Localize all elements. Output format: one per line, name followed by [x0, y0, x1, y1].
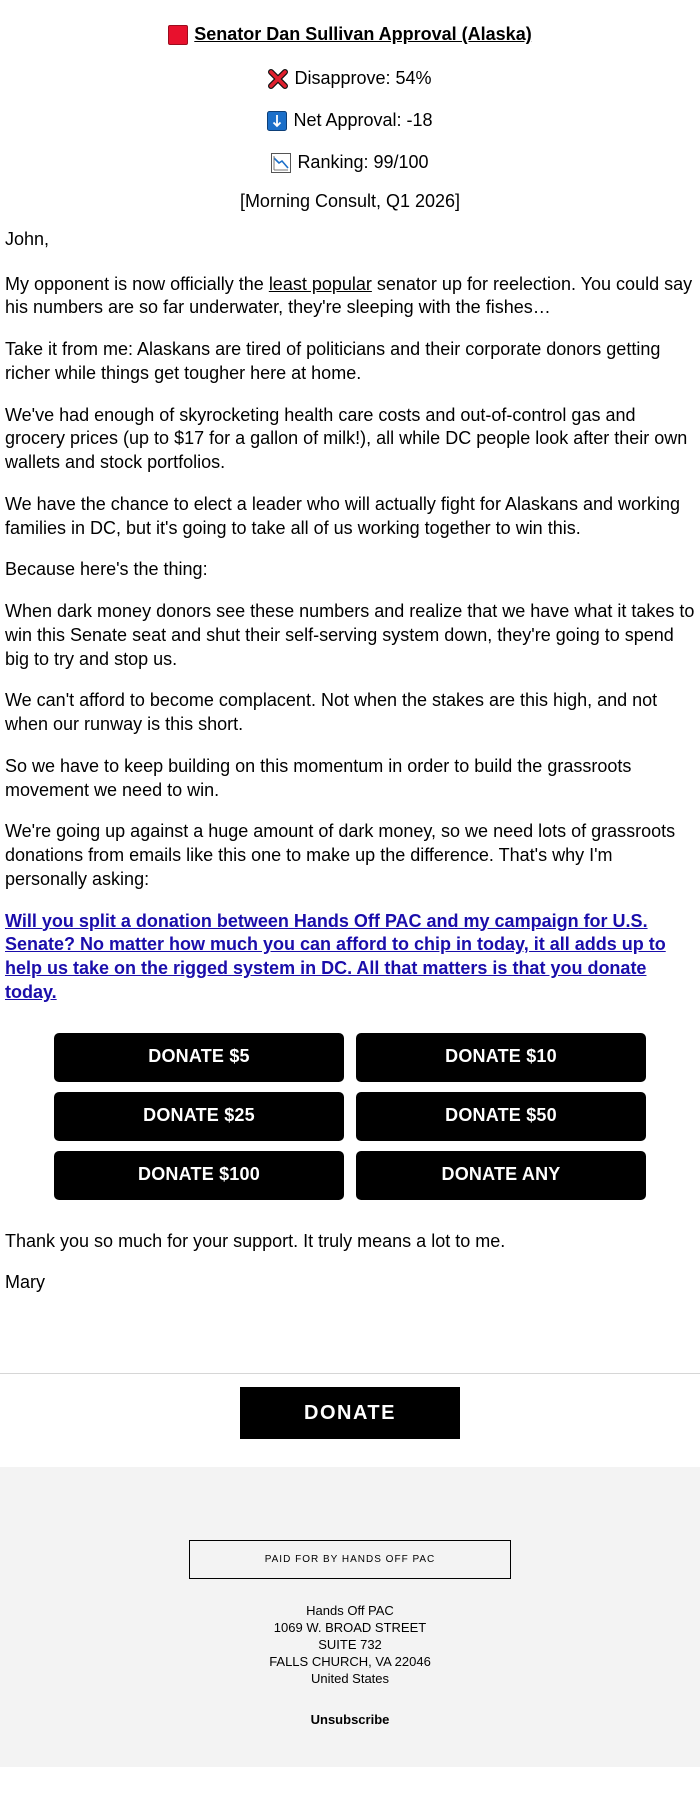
donate-5-button[interactable]: DONATE $5 [54, 1033, 344, 1082]
net-approval-value: Net Approval: -18 [293, 110, 433, 131]
donate-50-button[interactable]: DONATE $50 [356, 1092, 646, 1141]
down-arrow-icon [267, 111, 287, 131]
donate-cta-link[interactable]: Will you split a donation between Hands Off PAC and my campaign for U.S. Senate? No matter how much you can afford to chip in today, it all adds up to help us take on the rigged system in DC. All that matters is that you donate today. [5, 910, 666, 1002]
paragraph-2: Take it from me: Alaskans are tired of politicians and their corporate donors getting richer while things get tougher here at home. [5, 339, 661, 383]
paragraph-7: We can't afford to become complacent. Not when the stakes are this high, and not when our runway is this short. [5, 690, 658, 734]
thank-you-text: Thank you so much for your support. It truly means a lot to me. [5, 1230, 506, 1251]
address-city: FALLS CHURCH, VA 22046 [269, 1654, 431, 1669]
paragraph-6: When dark money donors see these numbers and realize that we have what it takes to win this Senate seat and shut their self-serving system down, they're going to spend big to try and stop us. [5, 601, 695, 669]
paragraph-8: So we have to keep building on this momentum in order to build the grassroots movement we need to win. [5, 755, 632, 800]
chart-decreasing-icon [271, 153, 291, 173]
p1-start: My opponent is now officially the [5, 273, 269, 294]
red-square-icon [168, 25, 188, 45]
footer-donate-area [0, 1374, 700, 1467]
address-suite: SUITE 732 [318, 1637, 382, 1652]
address-org: Hands Off PAC [306, 1603, 394, 1618]
address-street: 1069 W. BROAD STREET [273, 1620, 427, 1635]
address-country: United States [310, 1671, 390, 1686]
legal-footer [0, 1467, 700, 1767]
paid-for-disclaimer: PAID FOR BY HANDS OFF PAC [189, 1540, 511, 1579]
ranking-value: Ranking: 99/100 [297, 152, 429, 173]
stats-title: Senator Dan Sullivan Approval (Alaska) [194, 24, 532, 45]
mailing-address [0, 1602, 700, 1687]
signature: Mary [5, 1272, 45, 1293]
donate-100-button[interactable]: DONATE $100 [54, 1151, 344, 1200]
poll-source: [Morning Consult, Q1 2026] [239, 191, 461, 211]
paragraph-3: We've had enough of skyrocketing health care costs and out-of-control gas and grocery prices (up to $17 for a gallon of milk!), all while DC people look after their own wallets and stock portfolios. [5, 404, 688, 472]
stats-title-line [0, 22, 700, 48]
disapprove-value: Disapprove: 54% [294, 68, 432, 89]
letter-body [0, 228, 700, 1005]
least-popular-text: least popular [268, 273, 372, 294]
paragraph-4: We have the chance to elect a leader who will actually fight for Alaskans and working families in DC, but it's going to take all of us working together to win this. [5, 493, 681, 538]
p1-end: senator up for reelection. You could say his numbers are so far underwater, they're sleeping with the fishes… [5, 273, 693, 318]
donate-any-button[interactable]: DONATE ANY [356, 1151, 646, 1200]
donate-button-grid [54, 1033, 646, 1200]
paragraph-9: We're going up against a huge amount of dark money, so we need lots of grassroots donations from emails like this one to make up the difference. That's why I'm personally asking: [5, 821, 676, 889]
net-approval-line [0, 108, 700, 134]
disapprove-line [0, 66, 700, 92]
approval-stats [0, 0, 700, 214]
donate-25-button[interactable]: DONATE $25 [54, 1092, 344, 1141]
cross-mark-icon [268, 69, 288, 89]
greeting: John, [5, 228, 50, 249]
closing-section [0, 1230, 700, 1296]
paragraph-5: Because here's the thing: [5, 559, 208, 580]
paragraph-1 [5, 273, 695, 321]
unsubscribe-link[interactable]: Unsubscribe [310, 1712, 390, 1727]
ranking-line [0, 150, 700, 176]
donate-10-button[interactable]: DONATE $10 [356, 1033, 646, 1082]
footer-donate-button[interactable]: DONATE [240, 1387, 460, 1439]
